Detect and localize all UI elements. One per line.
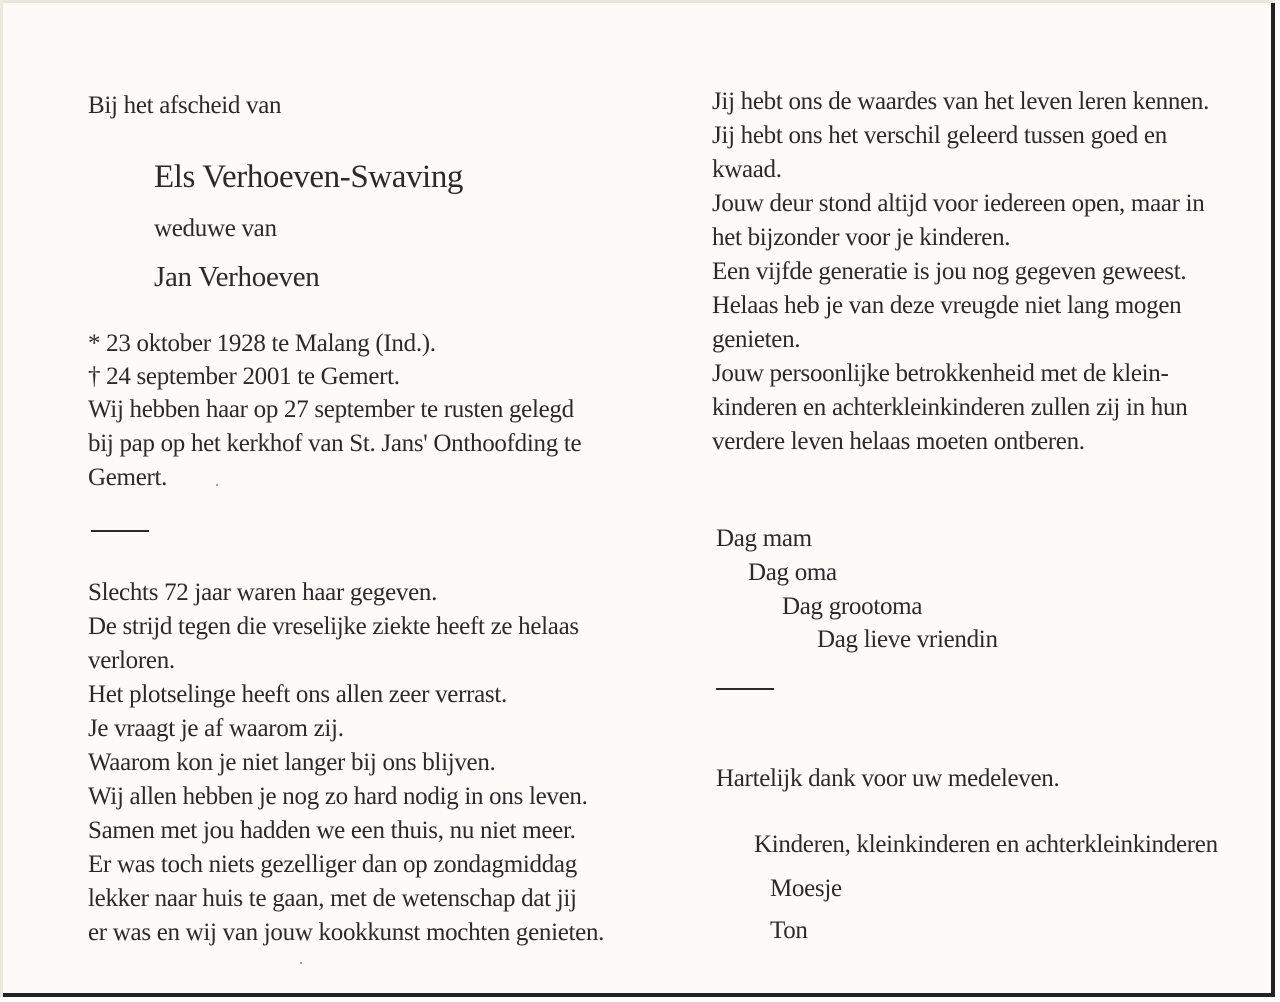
poem-line: Samen met jou hadden we een thuis, nu niet meer. [88,817,576,844]
signatory-moesje: Moesje [770,875,842,902]
burial-paragraph [88,393,581,495]
intro-text: Bij het afscheid van [88,92,282,119]
burial-line: Gemert. [88,464,168,491]
poem-line: kinderen en achterkleinkinderen zullen zij in hun [712,394,1188,421]
farewell-vriendin: Dag lieve vriendin [817,626,998,653]
poem-line: Een vijfde generatie is jou nog gegeven geweest. [712,258,1187,285]
farewell-mam: Dag mam [716,525,812,552]
death-line: † 24 september 2001 te Gemert. [88,363,400,390]
left-poem [88,576,604,950]
card-left-edge [0,0,3,997]
right-poem [712,85,1209,459]
poem-line: Jouw persoonlijke betrokkenheid met de klein- [712,360,1169,387]
poem-line: Jij hebt ons de waardes van het leven leren kennen. [712,88,1210,115]
poem-line: Slechts 72 jaar waren haar gegeven. [88,579,438,606]
right-divider [716,688,774,690]
spouse-name: Jan Verhoeven [154,261,320,293]
card-top-edge [0,0,1275,3]
left-divider [91,530,149,532]
poem-line: Je vraagt je af waarom zij. [88,715,344,742]
thanks-text: Hartelijk dank voor uw medeleven. [716,765,1060,792]
poem-line: Wij allen hebben je nog zo hard nodig in ons leven. [88,783,588,810]
burial-line: bij pap op het kerkhof van St. Jans' Onthoofding te [88,430,582,457]
poem-line: Het plotselinge heeft ons allen zeer verrast. [88,681,507,708]
poem-line: lekker naar huis te gaan, met de wetenschap dat jij [88,885,577,912]
poem-line: verloren. [88,647,175,674]
poem-line: Jouw deur stond altijd voor iedereen open, maar in [712,190,1205,217]
poem-line: Helaas heb je van deze vreugde niet lang mogen [712,292,1182,319]
paper-speck [216,484,218,486]
poem-line: De strijd tegen die vreselijke ziekte heeft ze helaas [88,613,579,640]
farewell-oma: Dag oma [748,559,837,586]
poem-line: genieten. [712,326,801,353]
deceased-name: Els Verhoeven-Swaving [154,159,464,195]
farewell-grootoma: Dag grootoma [782,593,923,620]
poem-line: er was en wij van jouw kookkunst mochten genieten. [88,919,605,946]
paper-speck [300,962,302,964]
widow-of-label: weduwe van [154,215,277,242]
birth-line: * 23 oktober 1928 te Malang (Ind.). [88,330,436,357]
family-signatory: Kinderen, kleinkinderen en achterkleinkinderen [754,831,1218,858]
signatory-ton: Ton [770,917,808,944]
poem-line: het bijzonder voor je kinderen. [712,224,1011,251]
poem-line: Jij hebt ons het verschil geleerd tussen goed en [712,122,1167,149]
burial-line: Wij hebben haar op 27 september te rusten gelegd [88,396,574,423]
poem-line: Waarom kon je niet langer bij ons blijven. [88,749,496,776]
poem-line: kwaad. [712,156,782,183]
poem-line: verdere leven helaas moeten ontberen. [712,428,1085,455]
poem-line: Er was toch niets gezelliger dan op zondagmiddag [88,851,577,878]
